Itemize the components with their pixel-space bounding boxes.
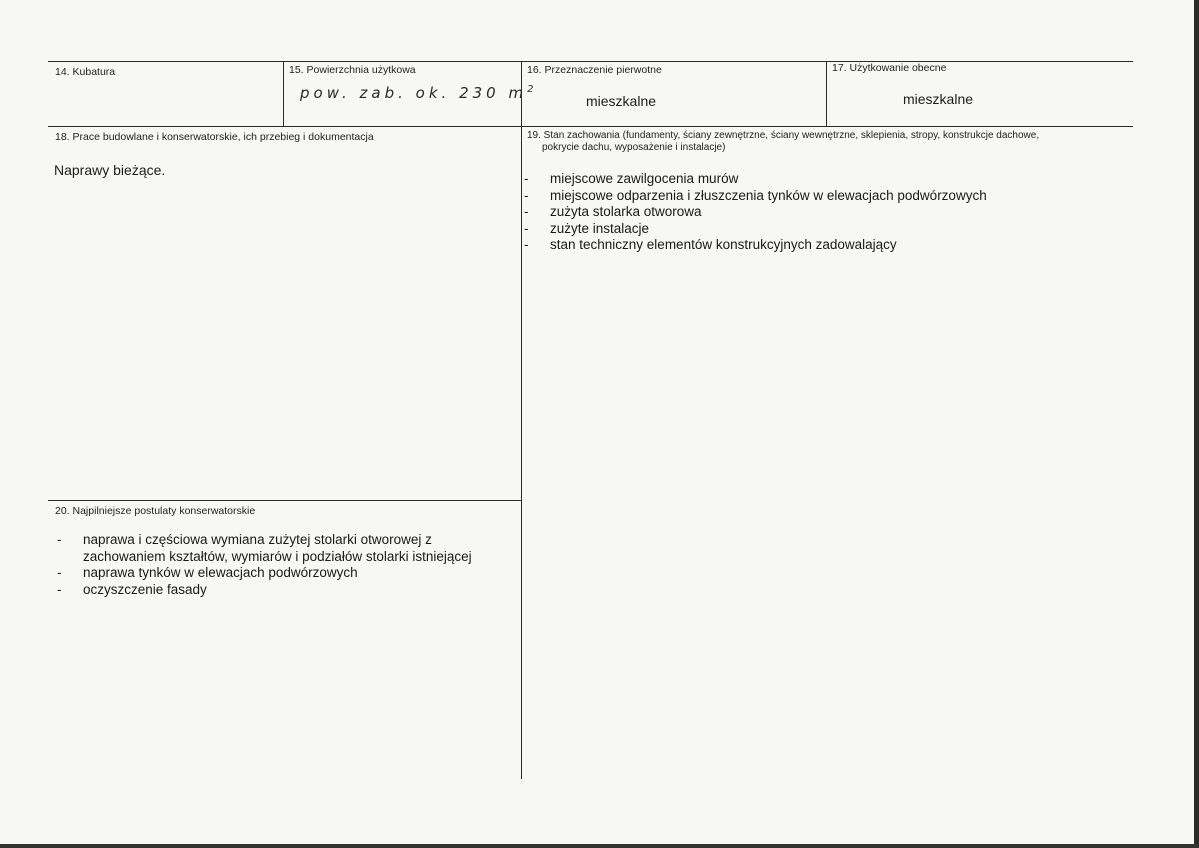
scan-edge-bottom [0,844,1199,848]
powierzchnia-handwritten-value: pow. zab. ok. 230 $m^2$ [300,84,534,102]
list-item: - miejscowe zawilgocenia murów [524,171,739,186]
list-item: - zużyte instalacje [524,220,650,236]
przeznaczenie-value: mieszkalne [586,93,657,109]
stan-label-line2: pokrycie dachu, wyposażenie i instalacje) [542,142,726,153]
powierzchnia-label: 15. Powierzchnia użytkowa [289,64,416,76]
postulaty-list [53,532,498,598]
list-item: - miejscowe odparzenia i złuszczenia tynków w elewacjach podwórzowych [524,187,987,203]
uzytkowanie-label: 17. Użytkowanie obecne [832,62,947,74]
center-divider [521,61,522,779]
list-item: - zużyta stolarka otworowa [524,204,702,219]
divider-14-15 [283,61,284,127]
list-item: - stan techniczny elementów konstrukcyjnych zadowalający [524,237,897,252]
list-item: - oczyszczenie fasady [57,581,207,597]
przeznaczenie-label: 16. Przeznaczenie pierwotne [527,64,662,76]
postulaty-top-border [48,500,522,501]
prace-text: Naprawy bieżące. [54,162,166,178]
postulaty-label: 20. Najpilniejsze postulaty konserwatorskie [55,505,256,517]
scan-edge-right [1194,0,1199,848]
list-item: - naprawa i częściowa wymiana zużytej stolarki otworowej z zachowaniem kształtów, wymiarów i podziałów stolarki istniejącej [57,532,472,564]
stan-list [520,171,1120,254]
divider-16-17 [826,61,827,127]
kubatura-label: 14. Kubatura [55,66,116,78]
uzytkowanie-value: mieszkalne [903,91,974,107]
top-border [48,61,1133,62]
list-item: - naprawa tynków w elewacjach podwórzowych [57,565,358,580]
prace-label: 18. Prace budowlane i konserwatorskie, ich przebieg i dokumentacja [55,131,374,143]
stan-label-line1: 19. Stan zachowania (fundamenty, ściany zewnętrzne, ściany wewnętrzne, sklepienia, stropy, konstrukcje dachowe, [527,130,1040,141]
row1-bottom-border [48,126,1133,127]
